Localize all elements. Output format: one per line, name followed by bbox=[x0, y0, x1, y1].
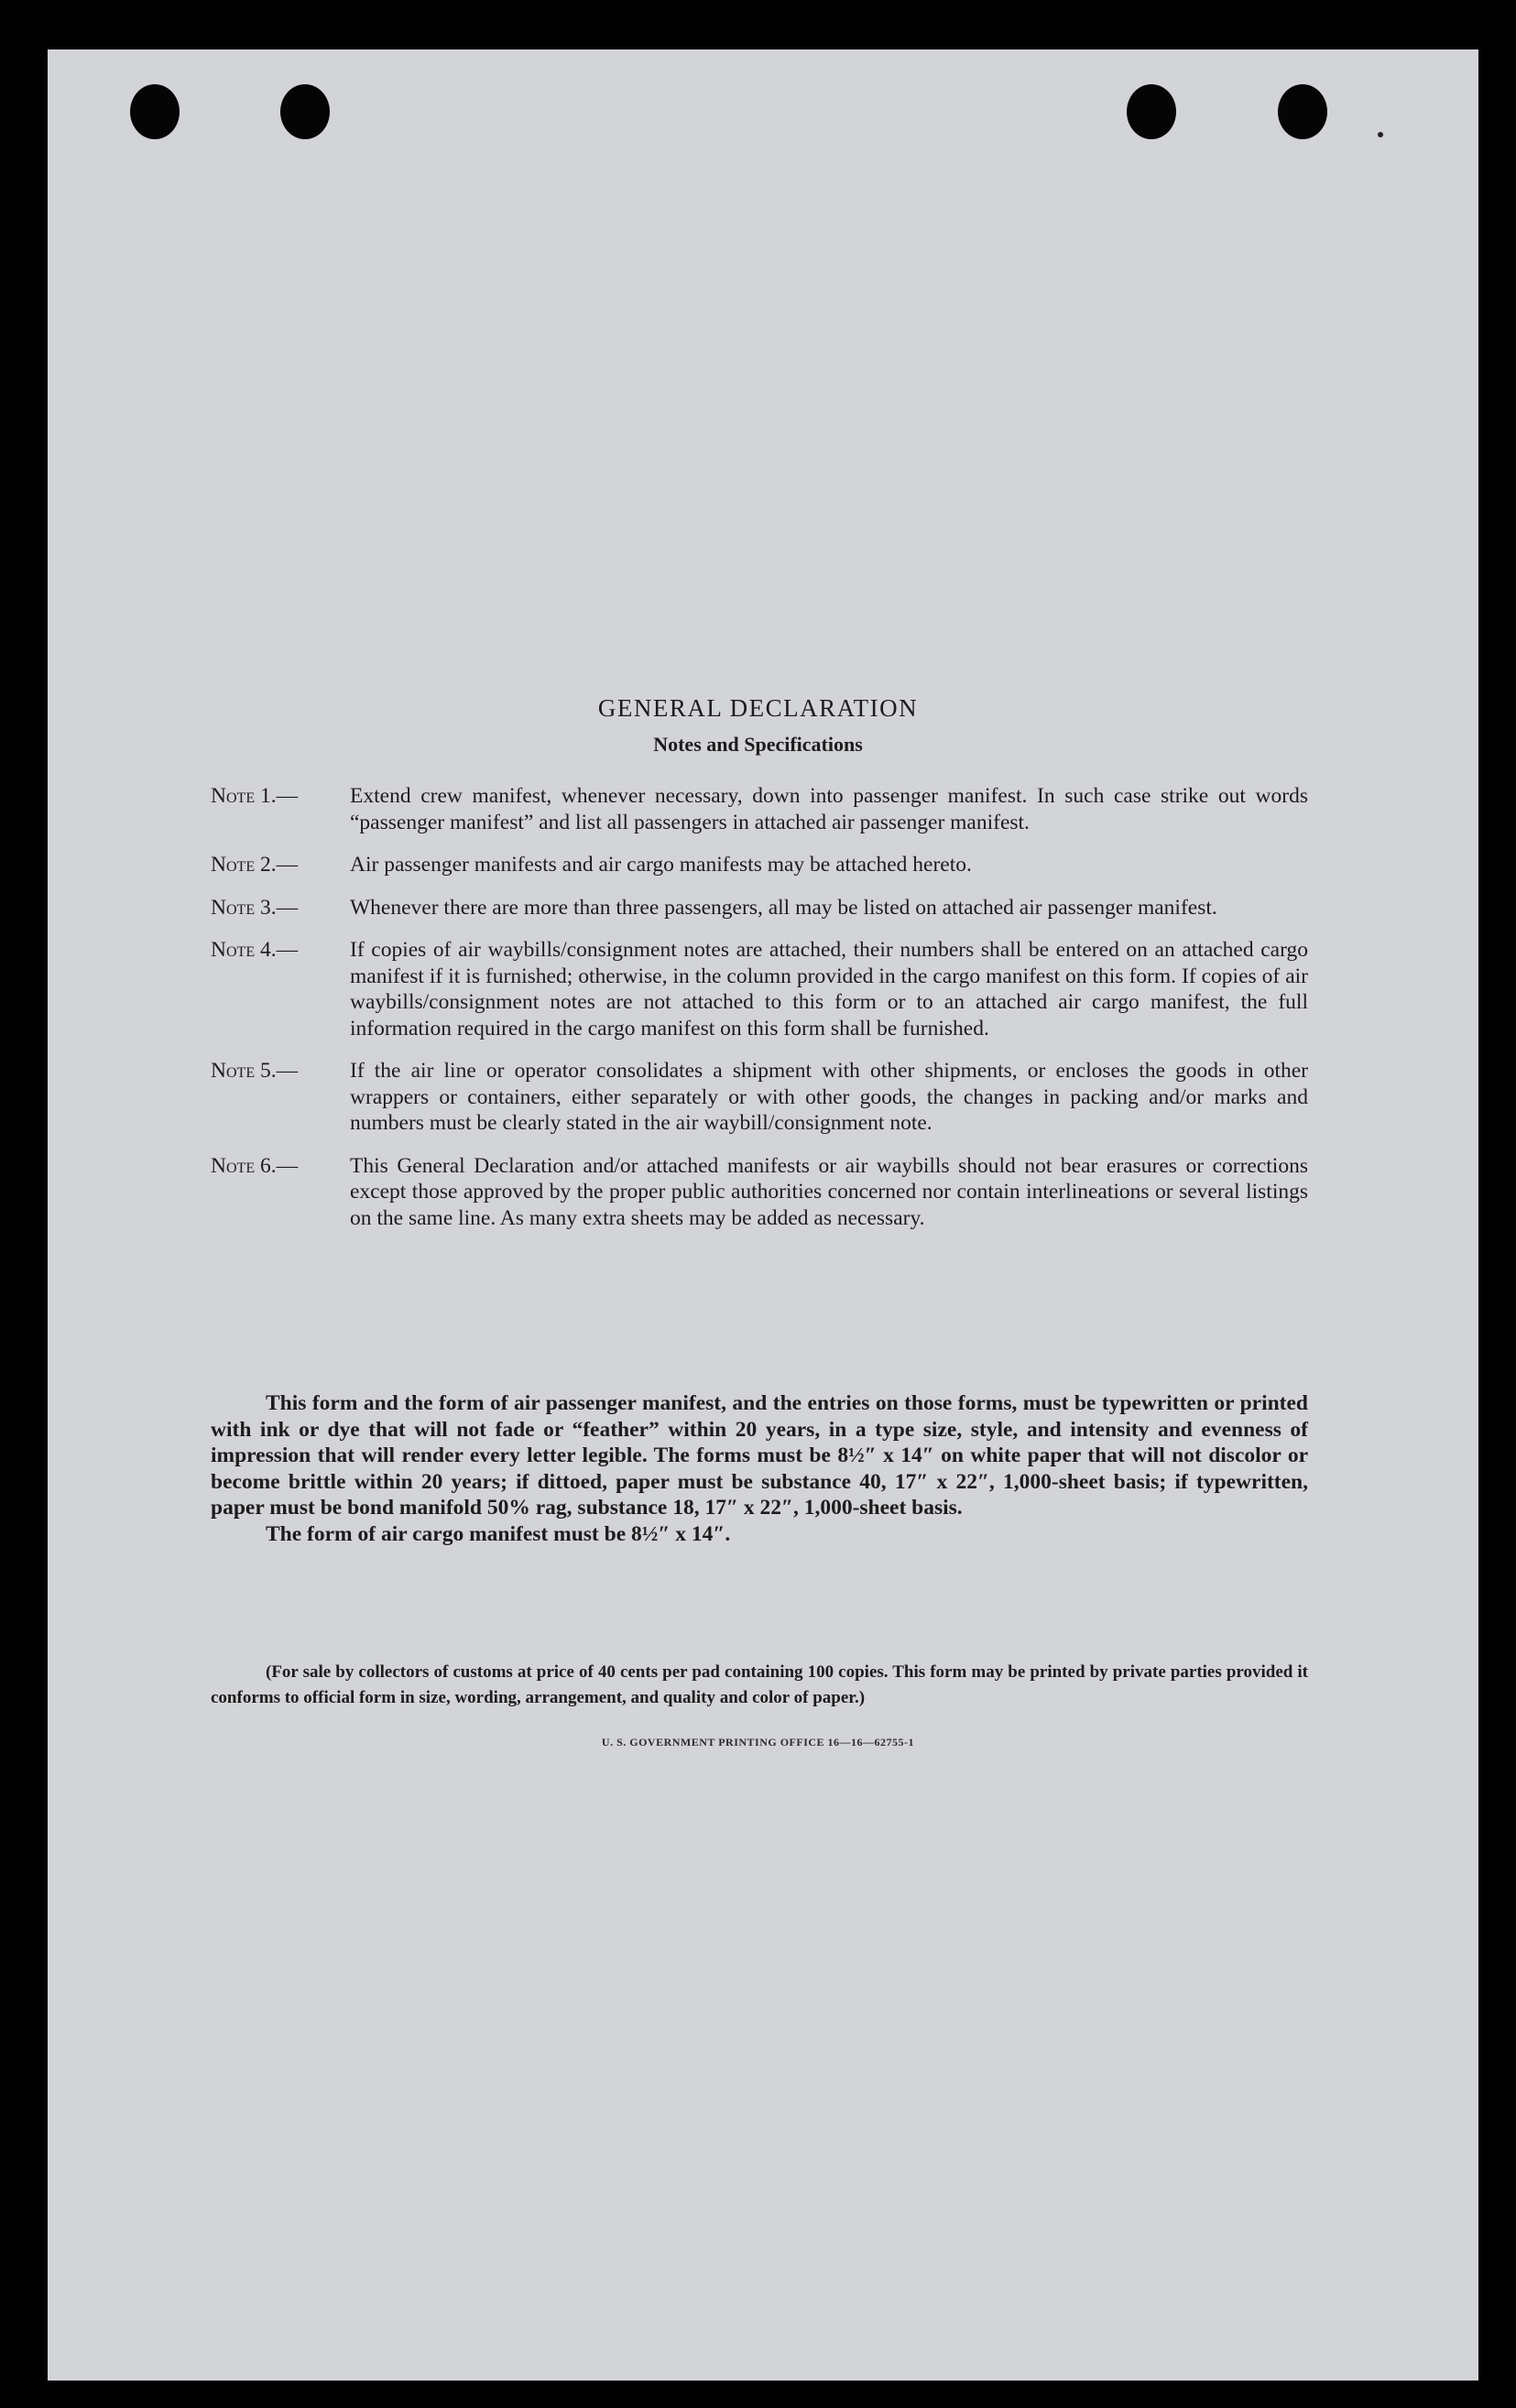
note-4 bbox=[211, 937, 1308, 1041]
note-text: Extend crew manifest, whenever necessary, down into passenger manifest. In such case strike out words “passenger manifest” and list all passengers in attached air passenger manifest. bbox=[350, 784, 1308, 834]
notes-list bbox=[211, 783, 1308, 1248]
note-5 bbox=[211, 1058, 1308, 1137]
note-label: Note 4.— bbox=[211, 938, 299, 962]
sale-note: (For sale by collectors of customs at price of 40 cents per pad containing 100 copies. This form may be printed by private parties provided it conforms to official form in size, wording, arrangement, and quality and color of paper.) bbox=[211, 1662, 1308, 1707]
punch-hole bbox=[280, 84, 330, 139]
note-label: Note 1.— bbox=[211, 784, 299, 808]
document-title: GENERAL DECLARATION bbox=[597, 694, 919, 722]
note-label: Note 2.— bbox=[211, 853, 299, 877]
specification-paragraph: This form and the form of air passenger manifest, and the entries on those forms, must be typewritten or printed with ink or dye that will not fade or “feather” within 20 years, in a type size, style, and intensity and evenness of impression that will render every letter legible. The forms must be 8½″ x 14″ on white paper that will not discolor or become brittle within 20 years; if dittoed, paper must be substance 40, 17″ x 22″, 1,000-sheet basis; if typewritten, paper must be bond manifold 50% rag, substance 18, 17″ x 22″, 1,000-sheet basis. bbox=[211, 1391, 1308, 1520]
punch-hole bbox=[130, 84, 180, 139]
punch-hole bbox=[1278, 84, 1327, 139]
note-3 bbox=[211, 895, 1308, 921]
note-6 bbox=[211, 1153, 1308, 1232]
punch-hole bbox=[1127, 84, 1176, 139]
note-text: Air passenger manifests and air cargo manifests may be attached hereto. bbox=[350, 853, 972, 877]
specification-section bbox=[211, 1390, 1308, 1547]
note-label: Note 3.— bbox=[211, 895, 299, 920]
note-text: This General Declaration and/or attached manifests or air waybills should not bear erasures or corrections except those approved by the proper public authorities concerned nor contain interlineations or several listings on the same line. As many extra sheets may be added as necessary. bbox=[350, 1153, 1308, 1230]
note-label: Note 6.— bbox=[211, 1153, 299, 1178]
printing-office-imprint: U. S. GOVERNMENT PRINTING OFFICE 16—16—62755-1 bbox=[601, 1736, 915, 1749]
note-1 bbox=[211, 783, 1308, 835]
note-label: Note 5.— bbox=[211, 1059, 299, 1083]
cargo-form-paragraph: The form of air cargo manifest must be 8½″ x 14″. bbox=[266, 1521, 731, 1546]
ink-speck bbox=[1378, 132, 1383, 137]
note-text: If copies of air waybills/consignment notes are attached, their numbers shall be entered on an attached cargo manifest if it is furnished; otherwise, in the column provided in the cargo manifest on this form. If copies of air waybills/consignment notes are not attached to this form or to an attached air cargo manifest, the full information required in the cargo manifest on this form shall be furnished. bbox=[350, 938, 1308, 1041]
note-text: Whenever there are more than three passengers, all may be listed on attached air passenger manifest. bbox=[350, 895, 1217, 920]
document-subtitle: Notes and Specifications bbox=[653, 733, 863, 756]
sale-note-section bbox=[211, 1660, 1308, 1711]
note-text: If the air line or operator consolidates a shipment with other shipments, or encloses the goods in other wrappers or containers, either separately or with other goods, the changes in packing and/or marks and numbers must be clearly stated in the air waybill/consignment note. bbox=[350, 1059, 1308, 1135]
note-2 bbox=[211, 852, 1308, 878]
